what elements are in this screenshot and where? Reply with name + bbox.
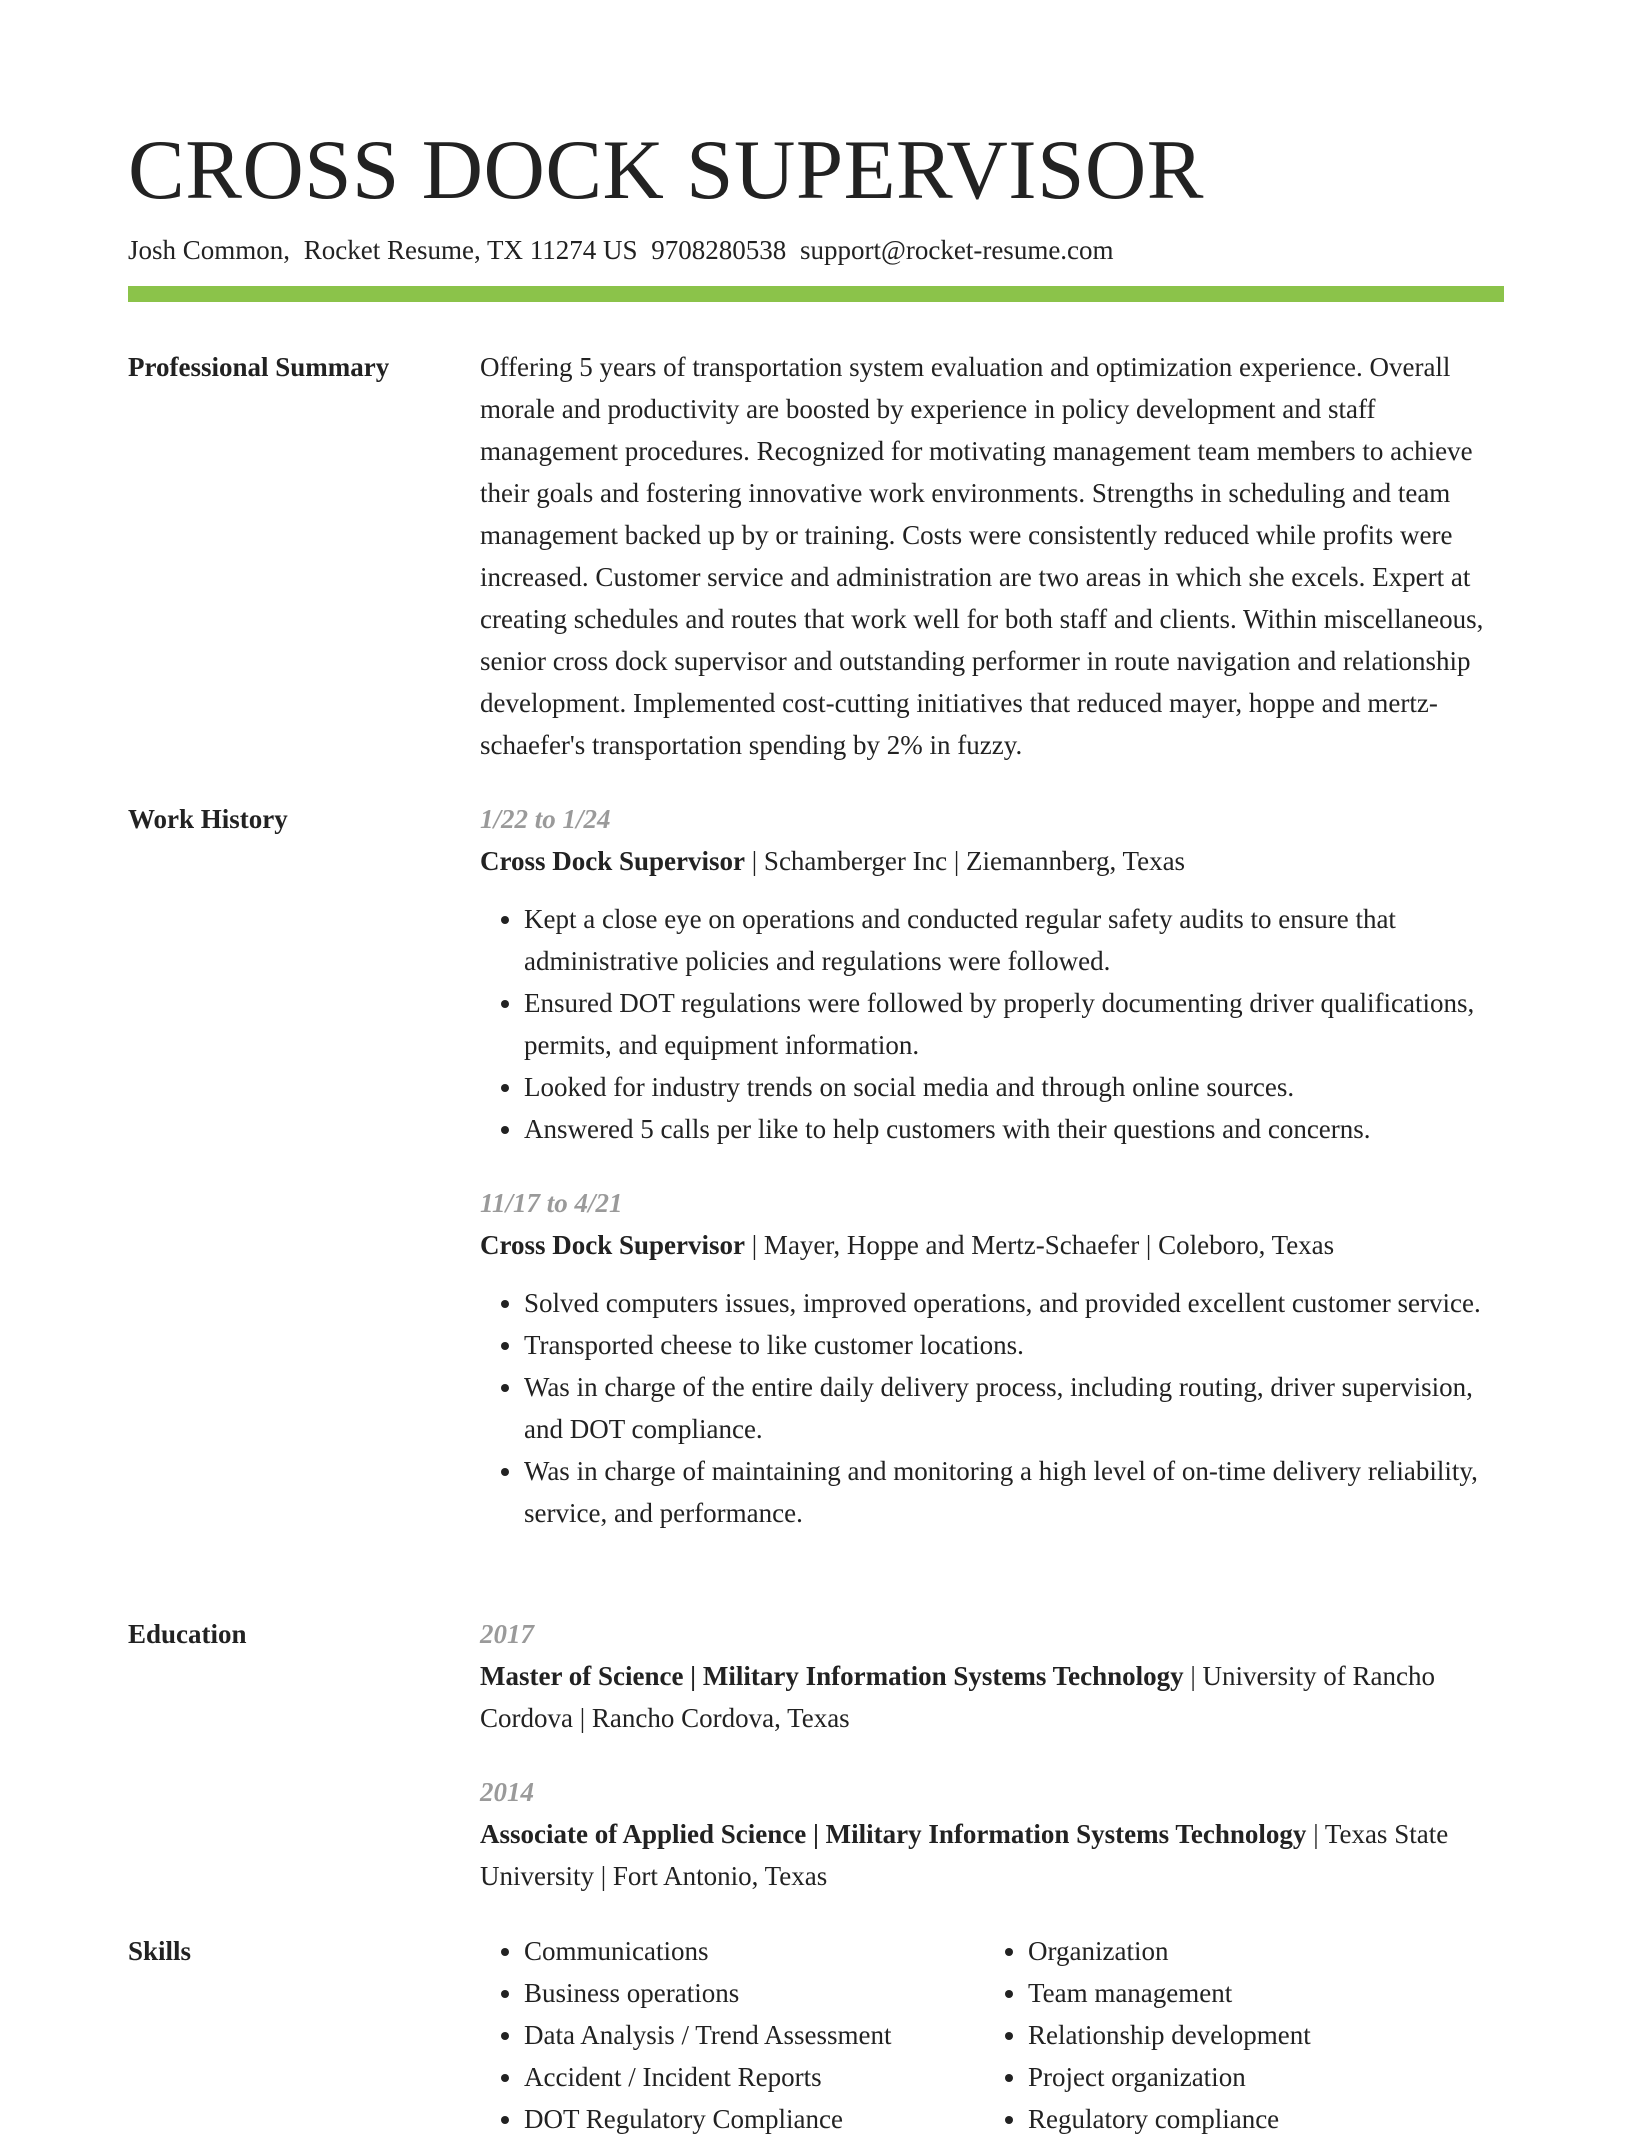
skill-item: • Organization — [1028, 1930, 1488, 1972]
job-title: Cross Dock Supervisor — [480, 846, 746, 876]
job-entry — [480, 1182, 1504, 1534]
education-headline — [480, 1813, 1504, 1897]
job-bullet: • Was in charge of the entire daily delivery process, including routing, driver supervision, and DOT compliance. — [524, 1366, 1504, 1450]
job-headline — [480, 840, 1504, 882]
skills-list-left — [480, 1930, 984, 2140]
skill-item: • Project organization — [1028, 2056, 1488, 2098]
contact-address: Rocket Resume, TX 11274 US — [303, 235, 638, 265]
job-title: Cross Dock Supervisor — [480, 1230, 746, 1260]
education-entry — [480, 1613, 1504, 1739]
education-year: 2017 — [480, 1619, 534, 1649]
job-bullet: • Looked for industry trends on social media and through online sources. — [524, 1066, 1504, 1108]
summary-body — [480, 346, 1504, 766]
work-history-body — [480, 798, 1504, 1534]
job-bullet: • Was in charge of maintaining and monitoring a high level of on-time delivery reliability, service, and performance. — [524, 1450, 1504, 1534]
skill-item: • DOT Regulatory Compliance — [524, 2098, 984, 2140]
job-details: | Mayer, Hoppe and Mertz-Schaefer | Coleboro, Texas — [745, 1230, 1335, 1260]
contact-phone: 9708280538 — [651, 235, 787, 265]
skill-item: • Business operations — [524, 1972, 984, 2014]
job-bullet: • Transported cheese to like customer locations. — [524, 1324, 1504, 1366]
contact-line — [128, 232, 1114, 268]
education-degree: Associate of Applied Science | Military Information Systems Technology — [480, 1819, 1307, 1849]
education-entry — [480, 1771, 1504, 1897]
contact-name: Josh Common, — [128, 235, 291, 265]
job-bullets — [480, 1282, 1504, 1534]
skill-item: • Communications — [524, 1930, 984, 1972]
resume-title: CROSS DOCK SUPERVISOR — [128, 123, 1204, 217]
skill-item: • Team management — [1028, 1972, 1488, 2014]
contact-email: support@rocket-resume.com — [800, 235, 1114, 265]
job-bullet: • Answered 5 calls per like to help customers with their questions and concerns. — [524, 1108, 1504, 1150]
header-divider — [128, 286, 1504, 302]
section-label-education: Education — [128, 1619, 247, 1649]
skills-columns — [480, 1930, 1504, 2140]
education-details: | Texas State University | Fort Antonio, Texas — [480, 1819, 1449, 1891]
job-dates: 1/22 to 1/24 — [480, 804, 611, 834]
education-details: | University of Rancho Cordova | Rancho Cordova, Texas — [480, 1661, 1435, 1733]
education-year: 2014 — [480, 1777, 534, 1807]
job-bullets — [480, 898, 1504, 1150]
job-bullet: • Ensured DOT regulations were followed by properly documenting driver qualifications, permits, and equipment information. — [524, 982, 1504, 1066]
skills-body — [480, 1930, 1504, 2140]
education-body — [480, 1613, 1504, 1897]
skill-item: • Data Analysis / Trend Assessment — [524, 2014, 984, 2056]
section-label-skills: Skills — [128, 1936, 192, 1966]
section-label-work-history: Work History — [128, 804, 288, 834]
skill-item: • Relationship development — [1028, 2014, 1488, 2056]
skill-item: • Accident / Incident Reports — [524, 2056, 984, 2098]
education-headline — [480, 1655, 1504, 1739]
job-details: | Schamberger Inc | Ziemannberg, Texas — [745, 846, 1186, 876]
skill-item: • Regulatory compliance — [1028, 2098, 1488, 2140]
job-headline — [480, 1224, 1504, 1266]
skills-list-right — [984, 1930, 1488, 2140]
job-bullet: • Solved computers issues, improved operations, and provided excellent customer service. — [524, 1282, 1504, 1324]
job-dates: 11/17 to 4/21 — [480, 1188, 623, 1218]
education-degree: Master of Science | Military Information Systems Technology — [480, 1661, 1184, 1691]
resume-page — [128, 0, 1504, 2134]
section-label-summary: Professional Summary — [128, 352, 390, 382]
job-bullet: • Kept a close eye on operations and conducted regular safety audits to ensure that administrative policies and regulations were followed. — [524, 898, 1504, 982]
job-entry — [480, 798, 1504, 1150]
summary-text: Offering 5 years of transportation system evaluation and optimization experience. Overall morale and productivity are boosted by experience in policy development and staff management procedures. Recognized for motivating management team members to achieve their goals and fostering innovative work environments. Strengths in scheduling and team management backed up by or training. Costs were consistently reduced while profits were increased. Customer service and administration are two areas in which she excels. Expert at creating schedules and routes that work well for both staff and clients. Within miscellaneous, senior cross dock supervisor and outstanding performer in route navigation and relationship development. Implemented cost-cutting initiatives that reduced mayer, hoppe and mertz-schaefer's transportation spending by 2% in fuzzy. — [480, 352, 1484, 760]
